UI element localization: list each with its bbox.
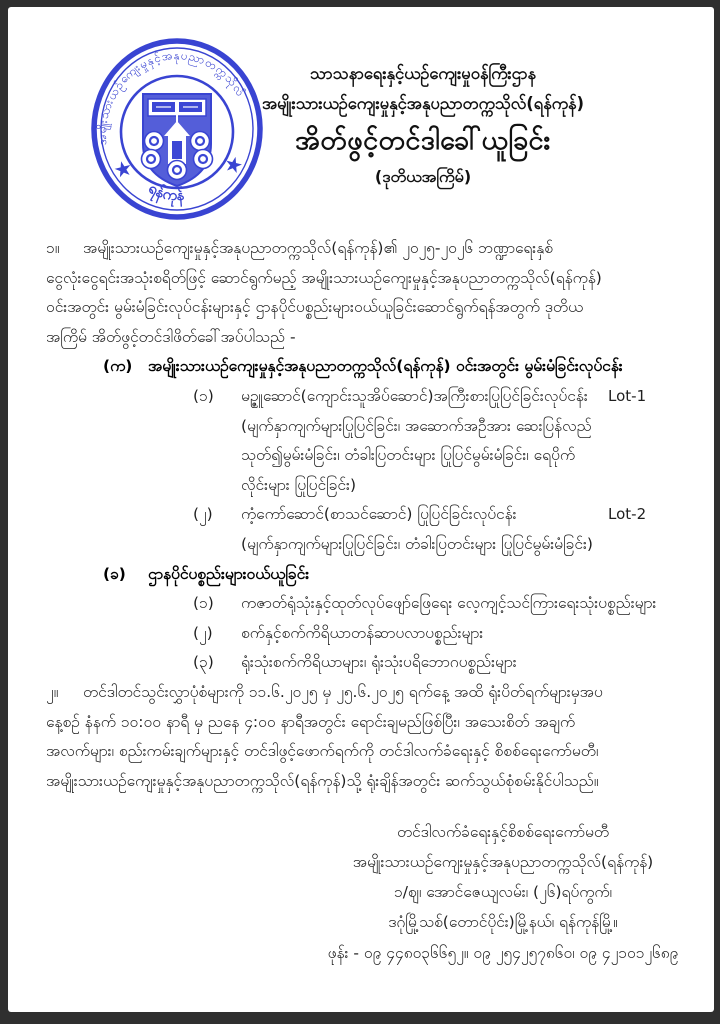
committee-name: တင်ဒါလက်ခံရေးနှင့်စိစစ်ရေးကော်မတီ	[396, 823, 610, 841]
seal-ring-text: အမျိုးသားယဉ်ကျေးမှုနှင့်အနုပညာတက္ကသိုလ်	[94, 48, 249, 146]
university-name: အမျိုးသားယဉ်ကျေးမှုနှင့်အနုပညာတက္ကသိုလ်(ရန်ကုန်)	[261, 94, 585, 113]
lot1-detail-line: သုတ်၍မွမ်းမံခြင်း၊ တံခါးပြတင်းများ ပြုပြင်မွမ်းမံခြင်း၊ ရေပိုက်	[241, 446, 575, 465]
paragraph-2-line: ၂။ တင်ဒါတင်သွင်းလွှာပုံစံများကို ၁၁.၆.၂၀၂၅ မှ ၂၅.၆.၂၀၂၅ ရက်နေ့ အထိ ရုံးပိတ်ရက်များမှအပ	[46, 678, 698, 708]
paragraph-2-line: နေ့စဉ် နံနက် ၁၀:၀၀ နာရီ မှ ညနေ ၄:၀၀ နာရီအတွင်း ရောင်းချမည်ဖြစ်ပြီး၊ အသေးစိတ် အချက်	[46, 712, 576, 731]
paragraph-1-line: ၁။ အမျိုးသားယဉ်ကျေးမှုနှင့်အနုပညာတက္ကသိုလ်(ရန်ကုန်)၏ ၂၀၂၅-၂၀၂၆ ဘဏ္ဍာရေးနှစ်	[46, 234, 698, 264]
lot1-item: (၁) မဥ္ဇူဆောင်(ကျောင်းသူအိပ်ဆောင်)အကြီးစားပြုပြင်ခြင်းလုပ်ငန်း Lot-1	[46, 382, 698, 412]
paragraph-1-line: အကြိမ် အိတ်ဖွင့်တင်ဒါဖိတ်ခေါ်အပ်ပါသည် -	[46, 327, 296, 346]
document-subtitle: (ဒုတိယအကြိမ်)	[374, 167, 472, 186]
address-line-1: ၁/ဈ၊ အောင်ဇေယျလမ်း၊ (၂၆)ရပ်ကွက်၊	[393, 883, 613, 901]
lot2-item: (၂) ကံ့ကော်ဆောင်(စာသင်ဆောင်) ပြုပြင်ခြင်းလုပ်ငန်း Lot-2	[46, 500, 698, 530]
lot1-detail-line: (မျက်နှာကျက်များပြုပြင်ခြင်း၊ အဆောက်အဦအား ဆေးပြန်လည်	[241, 416, 592, 435]
signature-block	[283, 817, 720, 968]
lot2-number: (၂)	[193, 505, 213, 524]
paragraph-2-line: အလက်များ၊ စည်းကမ်းချက်များနှင့် တင်ဒါဖွင့်ဖောက်ရက်ကို တင်ဒါလက်ခံရေးနှင့် စိစစ်ရေးကော်မတီ၊	[46, 742, 599, 761]
lot1-number: (၁)	[193, 386, 214, 405]
university-seal	[90, 37, 266, 221]
paragraph-2-line: အမျိုးသားယဉ်ကျေးမှုနှင့်အနုပညာတက္ကသိုလ်(ရန်ကုန်)သို့ ရုံးချိန်အတွင်း ဆက်သွယ်စုံစမ်းနိုင်ပါသည်။	[46, 771, 599, 790]
section-kha-heading: (ခ) ဌာနပိုင်ပစ္စည်းများဝယ်ယူခြင်း	[46, 560, 698, 590]
paragraph-1-line: ဝင်းအတွင်း မွမ်းမံခြင်းလုပ်ငန်းများနှင့် ဌာနပိုင်ပစ္စည်းများဝယ်ယူခြင်းဆောင်ရွက်ရန်အတွက် ဒုတိယ	[46, 298, 584, 317]
address-line-2: ဒဂုံမြို့သစ်(တောင်ပိုင်း)မြို့နယ်၊ ရန်ကုန်မြို့။	[388, 913, 618, 931]
lot2-detail-line: (မျက်နှာကျက်များပြုပြင်ခြင်း၊ တံခါးပြတင်းများ ပြုပြင်မွမ်းမံခြင်း)	[241, 534, 593, 553]
paragraph-2-number: ၂။	[46, 682, 59, 701]
paragraph-1-line: ငွေလုံးငွေရင်းအသုံးစရိတ်ဖြင့် ဆောင်ရွက်မည့် အမျိုးသားယဉ်ကျေးမှုနှင့်အနုပညာတက္ကသိုလ်(ရန်ကုန်)	[46, 268, 602, 287]
section-kha-label: (ခ)	[103, 564, 126, 583]
document-body	[46, 234, 698, 796]
ministry-name: သာသနာရေးနှင့်ယဉ်ကျေးမှုဝန်ကြီးဌာန	[309, 64, 537, 83]
lot1-code: Lot-1	[608, 386, 647, 405]
lot1-detail-line: လိုင်းများ ပြုပြင်ခြင်း)	[241, 475, 356, 494]
section-ka-heading: (က) အမျိုးသားယဉ်ကျေးမှုနှင့်အနုပညာတက္ကသိုလ်(ရန်ကုန်) ဝင်းအတွင်း မွမ်းမံခြင်းလုပ်ငန်း	[46, 352, 698, 382]
phone-numbers: ဖုန်း - ၀၉ ၄၄၈၀၃၆၆၅၂။ ၀၉ ၂၅၄၂၅၇၈၆၀၊ ၀၉ ၄၂၁၀၁၂၆၈၉	[327, 944, 679, 962]
seal-star-right-icon: ★	[221, 150, 246, 179]
seal-shield-emblem	[142, 94, 213, 186]
footer-university: အမျိုးသားယဉ်ကျေးမှုနှင့်အနုပညာတက္ကသိုလ်(ရန်ကုန်)	[352, 853, 654, 871]
section-ka-label: (က)	[103, 357, 133, 376]
seal-bottom-text: ရန်ကုန်	[145, 178, 185, 205]
seal-star-left-icon: ★	[111, 155, 136, 184]
kha-item-2: (၂) စက်နှင့်စက်ကိရိယာတန်ဆာပလာပစ္စည်းများ	[193, 623, 484, 642]
lot2-code: Lot-2	[608, 505, 647, 524]
kha-item-1: (၁) ကဇာတ်ရုံသုံးနှင့်ထုတ်လုပ်ဖျော်ဖြေရေး လေ့ကျင့်သင်ကြားရေးသုံးပစ္စည်းများ	[193, 594, 657, 613]
kha-item-3: (၃) ရုံးသုံးစက်ကိရိယာများ၊ ရုံးသုံးပရိဘောဂပစ္စည်းများ	[193, 653, 517, 672]
document-page	[8, 7, 714, 1012]
document-title: အိတ်ဖွင့်တင်ဒါခေါ်ယူခြင်း	[295, 125, 551, 156]
paragraph-1-number: ၁။	[46, 239, 60, 257]
